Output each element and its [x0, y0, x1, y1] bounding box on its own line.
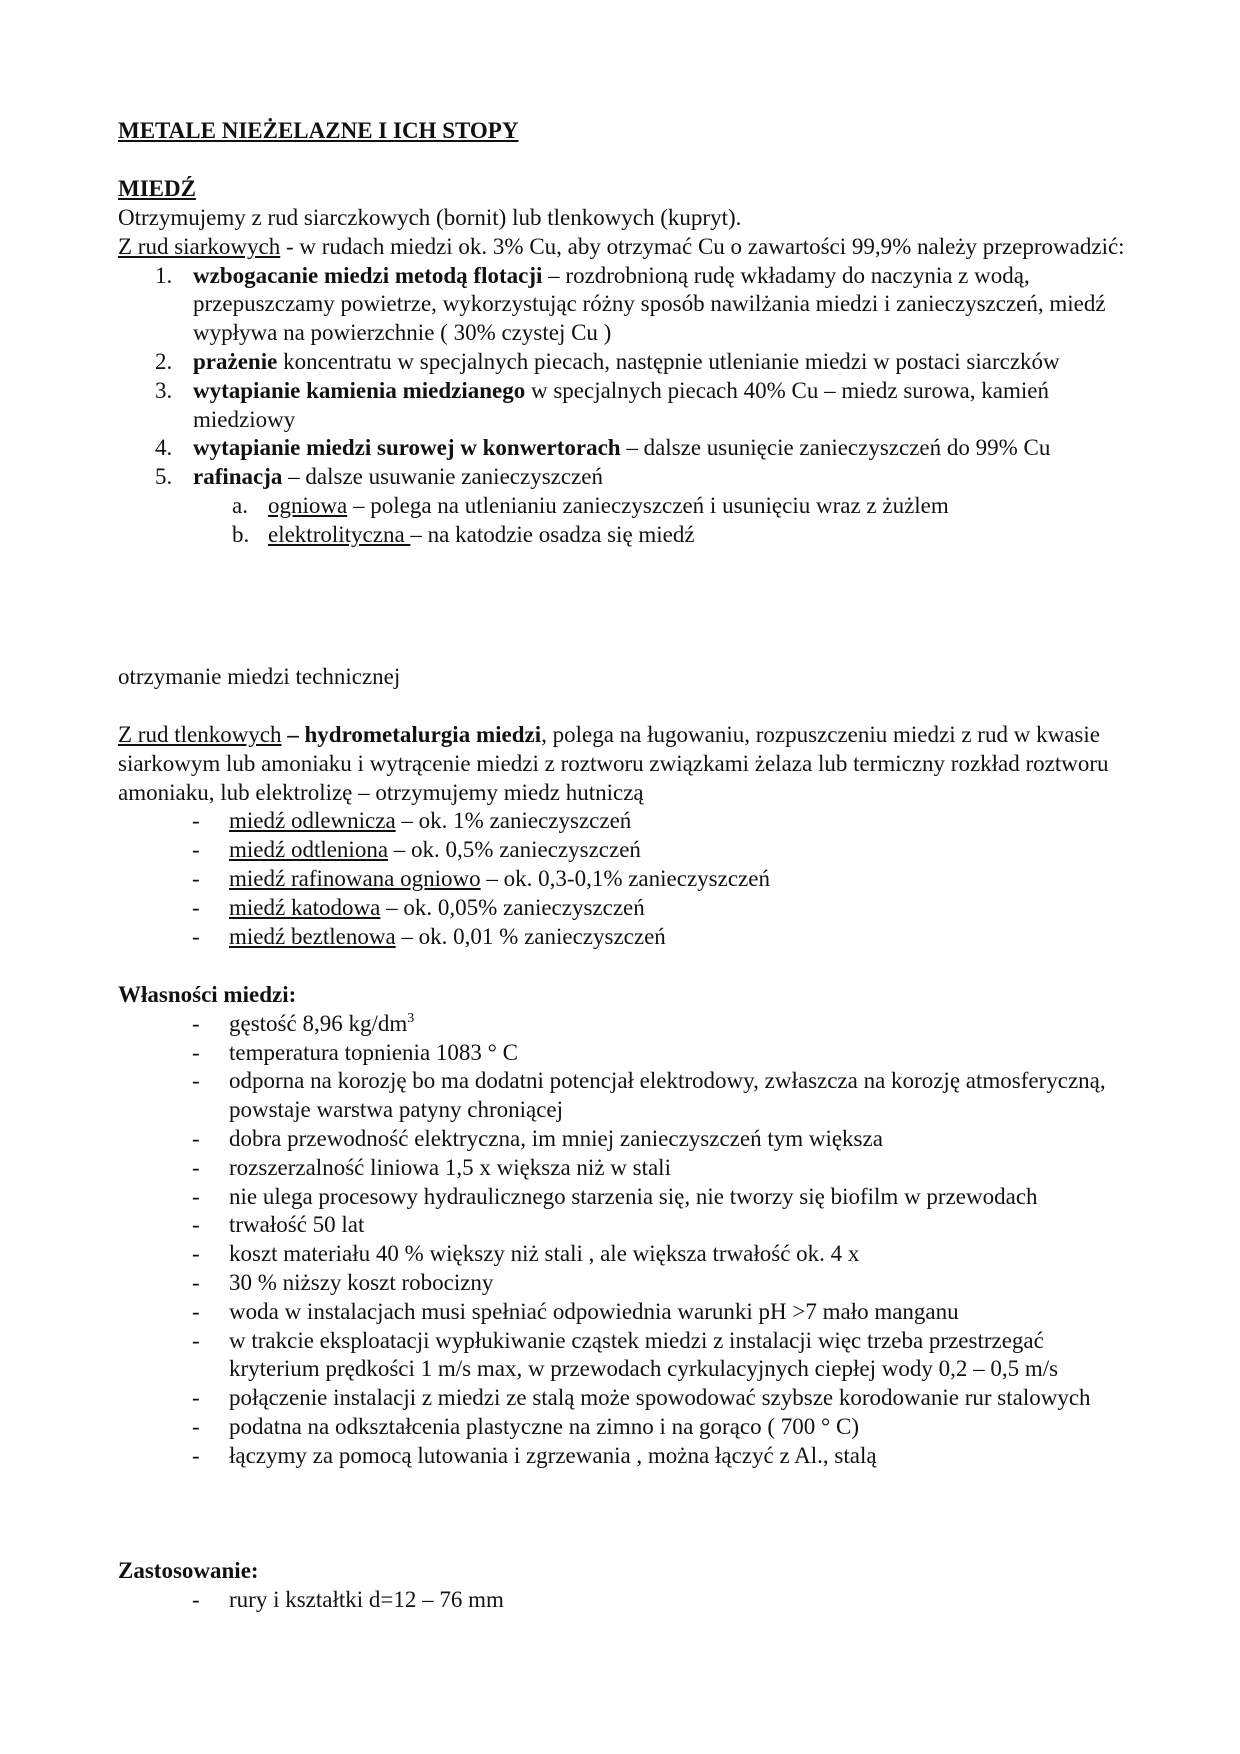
tlenkowe-section — [118, 721, 1128, 951]
copper-type-item — [118, 865, 1128, 894]
step-number: 4. — [155, 435, 173, 461]
property-item — [118, 1039, 1128, 1068]
copper-type-item — [118, 923, 1128, 952]
step-title: wytapianie kamienia miedzianego — [193, 377, 526, 403]
dash-bullet: - — [192, 865, 200, 891]
step-number: 5. — [155, 464, 173, 490]
step-title: prażenie — [193, 348, 278, 374]
property-text: trwałość 50 lat — [229, 1212, 365, 1238]
copper-type-item — [118, 894, 1128, 923]
dash-bullet: - — [192, 894, 200, 920]
copper-type-name: miedź odlewnicza — [229, 808, 396, 834]
tlenkowe-lead-label: Z rud tlenkowych — [118, 722, 282, 747]
copper-type-purity: – ok. 0,5% zanieczyszczeń — [388, 837, 641, 863]
property-item — [118, 1067, 1128, 1125]
sub-step — [118, 521, 1128, 550]
property-item — [118, 1327, 1128, 1385]
property-item — [118, 1413, 1128, 1442]
dash-bullet: - — [192, 1039, 200, 1065]
property-item — [118, 1211, 1128, 1240]
sub-step-title: elektrolityczna — [268, 521, 411, 547]
property-text: nie ulega procesowy hydraulicznego starzenia się, nie tworzy się biofilm w przewodach — [229, 1183, 1038, 1209]
page-title: METALE NIEŻELAZNE I ICH STOPY — [118, 118, 519, 143]
techniczna-paragraph: otrzymanie miedzi technicznej — [118, 664, 401, 689]
applications-list — [118, 1586, 1128, 1615]
dash-bullet: - — [192, 1010, 200, 1036]
dash-bullet: - — [192, 808, 200, 834]
copper-type-name: miedź katodowa — [229, 894, 381, 920]
tlenkowe-lead-text: , polega na ługowaniu, rozpuszczeniu miedzi z rud w kwasie siarkowym lub amoniaku i wytrącenie miedzi z roztworu związkami żelaza lub termiczny rozkład roztworu amoniaku, lub elektrolizę – otrzymujemy miedz hutniczą — [118, 722, 1109, 805]
property-text: 30 % niższy koszt robocizny — [229, 1269, 494, 1295]
process-steps-list — [118, 262, 1128, 492]
step-description: – rozdrobnioną rudę wkładamy do naczynia z wodą, przepuszczamy powietrze, wykorzystując różny sposób nawilżania miedzi i zanieczyszczeń, miedź wypływa na powierzchnie ( 30% czystej Cu ) — [193, 262, 1106, 346]
process-step — [118, 262, 1128, 348]
dash-bullet: - — [192, 1442, 200, 1468]
copper-types-list — [118, 807, 1128, 951]
dash-bullet: - — [192, 837, 200, 863]
applications-section — [118, 1557, 1128, 1615]
sub-step-title: ogniowa — [268, 492, 348, 518]
copper-type-item — [118, 836, 1128, 865]
step-description: – dalsze usunięcie zanieczyszczeń do 99% Cu — [620, 435, 1051, 461]
tlenkowe-lead-paragraph — [118, 721, 1128, 807]
copper-type-purity: – ok. 1% zanieczyszczeń — [395, 808, 632, 834]
property-text: odporna na korozję bo ma dodatni potencjał elektrodowy, zwłaszcza na korozję atmosferyczną, powstaje warstwa patyny chroniącej — [229, 1068, 1106, 1123]
dash-bullet: - — [192, 923, 200, 949]
copper-type-item — [118, 807, 1128, 836]
copper-type-name: miedź odtleniona — [229, 837, 389, 863]
siarkowe-section — [118, 204, 1128, 550]
property-text: koszt materiału 40 % większy niż stali , ale większa trwałość ok. 4 x — [229, 1241, 860, 1267]
dash-bullet: - — [192, 1154, 200, 1180]
property-text: temperatura topnienia 1083 ° C — [229, 1039, 518, 1065]
process-step — [118, 434, 1128, 463]
dash-bullet: - — [192, 1212, 200, 1238]
applications-heading: Zastosowanie: — [118, 1558, 259, 1583]
siarkowe-lead-paragraph — [118, 233, 1128, 262]
property-item — [118, 1269, 1128, 1298]
property-item — [118, 1442, 1128, 1471]
application-text: rury i kształtki d=12 – 76 mm — [229, 1586, 504, 1612]
sub-step-description: – polega na utlenianiu zanieczyszczeń i usunięciu wraz z żużlem — [347, 492, 949, 518]
copper-type-name: miedź beztlenowa — [229, 923, 396, 949]
dash-bullet: - — [192, 1413, 200, 1439]
property-item — [118, 1240, 1128, 1269]
copper-type-purity: – ok. 0,3-0,1% zanieczyszczeń — [480, 865, 770, 891]
step-title: wytapianie miedzi surowej w konwertorach — [193, 435, 621, 461]
siarkowe-lead-label: Z rud siarkowych — [118, 233, 281, 259]
step-title: wzbogacanie miedzi metodą flotacji — [193, 262, 543, 288]
property-item — [118, 1298, 1128, 1327]
sub-step-letter: b. — [232, 521, 250, 547]
property-item — [118, 1010, 1128, 1039]
dash-bullet: - — [192, 1068, 200, 1094]
density-text: gęstość 8,96 kg/dm — [229, 1010, 408, 1036]
step-number: 3. — [155, 377, 173, 403]
properties-list — [118, 1010, 1128, 1471]
property-text: łączymy za pomocą lutowania i zgrzewania , można łączyć z Al., stalą — [229, 1442, 877, 1468]
density-superscript: 3 — [407, 1010, 415, 1026]
property-text: rozszerzalność liniowa 1,5 x większa niż w stali — [229, 1154, 671, 1180]
section-heading-miedz: MIEDŹ — [118, 176, 196, 201]
copper-type-name: miedź rafinowana ogniowo — [229, 865, 481, 891]
copper-type-purity: – ok. 0,05% zanieczyszczeń — [380, 894, 645, 920]
dash-bullet: - — [192, 1183, 200, 1209]
property-text: dobra przewodność elektryczna, im mniej zanieczyszczeń tym większa — [229, 1125, 883, 1151]
dash-bullet: - — [192, 1125, 200, 1151]
dash-bullet: - — [192, 1298, 200, 1324]
sub-step-letter: a. — [232, 492, 248, 518]
property-item — [118, 1154, 1128, 1183]
dash-bullet: - — [192, 1269, 200, 1295]
copper-type-purity: – ok. 0,01 % zanieczyszczeń — [395, 923, 666, 949]
rafinacja-substeps-list — [118, 492, 1128, 550]
dash-bullet: - — [192, 1586, 200, 1612]
step-description: – dalsze usuwanie zanieczyszczeń — [282, 464, 603, 490]
property-item — [118, 1125, 1128, 1154]
process-step — [118, 348, 1128, 377]
siarkowe-lead-text: - w rudach miedzi ok. 3% Cu, aby otrzymać Cu o zawartości 99,9% należy przeprowadzić: — [280, 233, 1125, 259]
process-step — [118, 377, 1128, 435]
intro-paragraph: Otrzymujemy z rud siarczkowych (bornit) lub tlenkowych (kupryt). — [118, 205, 742, 230]
property-text: podatna na odkształcenia plastyczne na zimno i na gorąco ( 700 ° C) — [229, 1413, 859, 1439]
property-item — [118, 1384, 1128, 1413]
application-item — [118, 1586, 1128, 1615]
property-text: woda w instalacjach musi spełniać odpowiednia warunki pH >7 mało manganu — [229, 1298, 959, 1324]
properties-heading: Własności miedzi: — [118, 982, 297, 1007]
sub-step — [118, 492, 1128, 521]
property-item — [118, 1183, 1128, 1212]
step-number: 1. — [155, 262, 173, 288]
property-text: połączenie instalacji z miedzi ze stalą może spowodować szybsze korodowanie rur stalowych — [229, 1385, 1091, 1411]
sub-step-description: – na katodzie osadza się miedź — [410, 521, 695, 547]
step-title: rafinacja — [193, 464, 283, 490]
properties-section — [118, 981, 1128, 1471]
property-text: w trakcie eksploatacji wypłukiwanie cząstek miedzi z instalacji więc trzeba przestrzegać kryterium prędkości 1 m/s max, w przewodach cyrkulacyjnych ciepłej wody 0,2 – 0,5 m/s — [229, 1327, 1059, 1382]
step-number: 2. — [155, 348, 173, 374]
dash-bullet: - — [192, 1385, 200, 1411]
tlenkowe-lead-term: – hydrometalurgia miedzi — [281, 722, 542, 747]
dash-bullet: - — [192, 1327, 200, 1353]
process-step — [118, 463, 1128, 492]
step-description: koncentratu w specjalnych piecach, następnie utlenianie miedzi w postaci siarczków — [277, 348, 1060, 374]
dash-bullet: - — [192, 1241, 200, 1267]
step-description: w specjalnych piecach 40% Cu – miedz surowa, kamień miedziowy — [193, 377, 1049, 432]
